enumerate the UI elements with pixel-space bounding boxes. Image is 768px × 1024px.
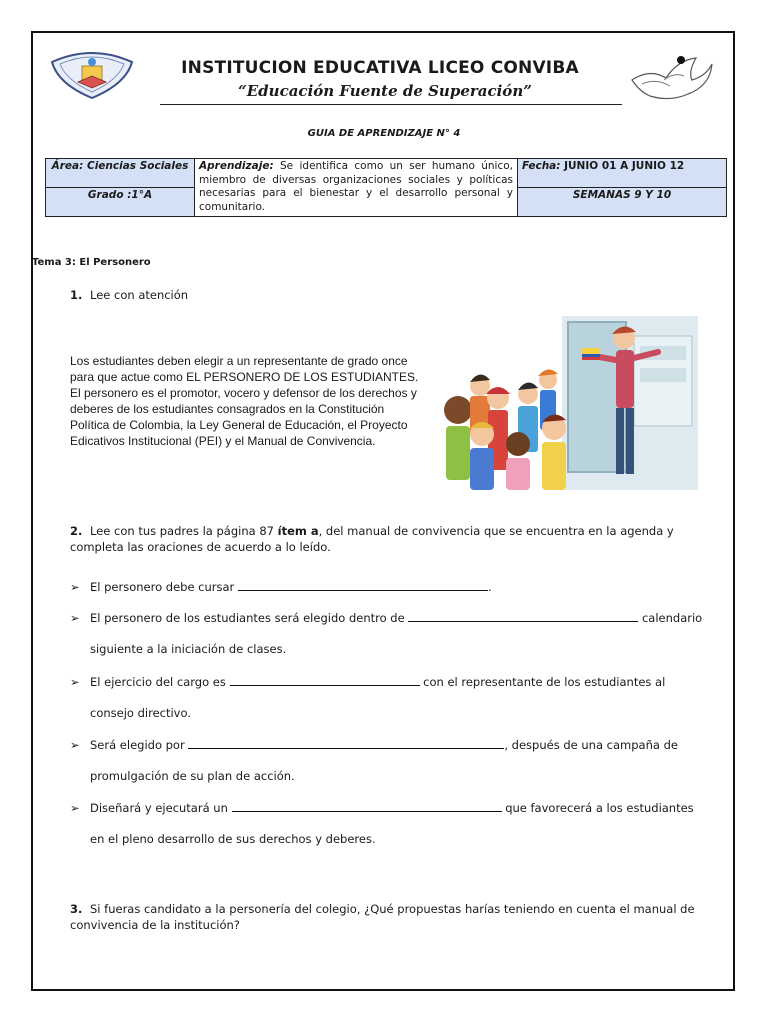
fecha-label: Fecha: xyxy=(522,160,561,172)
bullet-2 xyxy=(70,610,702,625)
aprendizaje-label: Aprendizaje: xyxy=(199,160,274,172)
bullet-3 xyxy=(70,674,665,689)
question-2 xyxy=(70,523,726,555)
answer-blank-2[interactable] xyxy=(408,610,638,622)
bullet-4-end: , después de una campaña de xyxy=(504,738,678,752)
arrow-bullet-icon: ➢ xyxy=(70,675,80,689)
classroom-illustration xyxy=(436,316,698,490)
bullet-5-continuation: en el pleno desarrollo de sus derechos y deberes. xyxy=(90,832,376,846)
bullet-2-text: El personero de los estudiantes será elegido dentro de xyxy=(90,611,405,625)
bullet-2-end: calendario xyxy=(641,611,703,625)
question-2-number: 2. xyxy=(70,524,83,538)
bullet-3-end: con el representante de los estudiantes al xyxy=(423,675,666,689)
bullet-5 xyxy=(70,800,694,815)
bullet-1-end: . xyxy=(487,580,492,594)
semanas-cell: SEMANAS 9 Y 10 xyxy=(518,187,727,216)
question-2-text-c: , del manual de convivencia que se encuentra en la agenda y completa las oraciones de acuerdo a lo leído. xyxy=(70,524,674,555)
aprendizaje-cell xyxy=(195,159,518,217)
bullet-4 xyxy=(70,737,678,752)
answer-blank-5[interactable] xyxy=(232,800,502,812)
question-2-item: ítem a xyxy=(277,524,319,538)
arrow-bullet-icon: ➢ xyxy=(70,611,80,625)
bullet-4-text: Será elegido por xyxy=(90,738,185,752)
fecha-cell xyxy=(518,159,727,188)
reading-paragraph-2: El personero es el promotor, vocero y defensor de los derechos y deberes de los estudiantes consagrados en la Constitución Política de Colombia, la Ley General de Educación, el Proyecto Edicativos Institucional (PEI) y el Manual de Convivencia. xyxy=(70,385,417,448)
answer-blank-4[interactable] xyxy=(188,737,504,749)
arrow-bullet-icon: ➢ xyxy=(70,580,80,594)
bullet-3-text: El ejercicio del cargo es xyxy=(90,675,226,689)
institution-name: INSTITUCION EDUCATIVA LICEO CONVIBA xyxy=(181,58,579,78)
area-cell: Área: Ciencias Sociales xyxy=(46,159,195,188)
question-3 xyxy=(70,901,726,933)
reading-paragraph-1: Los estudiantes deben elegir a un representante de grado once para que actue como EL PERSONERO DE LOS ESTUDIANTES. xyxy=(70,354,419,384)
question-3-text: Si fueras candidato a la personería del colegio, ¿Qué propuestas harías teniendo en cuenta el manual de convivencia de la institución? xyxy=(70,902,695,933)
bullet-1 xyxy=(70,579,492,594)
institution-motto: “Educación Fuente de Superación” xyxy=(238,82,532,100)
bullet-1-text: El personero debe cursar xyxy=(90,580,235,594)
answer-blank-1[interactable] xyxy=(238,579,488,591)
question-2-text-a: Lee con tus padres la página 87 xyxy=(90,524,274,538)
arrow-bullet-icon: ➢ xyxy=(70,738,80,752)
school-crest-icon xyxy=(48,42,136,102)
question-1-number: 1. xyxy=(70,288,83,302)
reading-passage xyxy=(70,354,422,450)
header-rule xyxy=(160,104,622,105)
guide-title: GUIA DE APRENDIZAJE N° 4 xyxy=(307,128,461,139)
fecha-value: JUNIO 01 A JUNIO 12 xyxy=(564,160,685,172)
grado-cell: Grado :1°A xyxy=(46,187,195,216)
bullet-5-end: que favorecerá a los estudiantes xyxy=(505,801,694,815)
bullet-5-text: Diseñará y ejecutará un xyxy=(90,801,228,815)
info-table xyxy=(45,158,727,217)
bullet-4-continuation: promulgación de su plan de acción. xyxy=(90,769,295,783)
dove-icon xyxy=(626,50,716,108)
tema-heading: Tema 3: El Personero xyxy=(32,257,151,268)
bullet-3-continuation: consejo directivo. xyxy=(90,706,191,720)
question-1 xyxy=(70,287,188,303)
aprendizaje-text: Se identifica como un ser humano único, miembro de diversas organizaciones sociales y políticas necesarias para el bienestar y el desarrollo personal y comunitario. xyxy=(199,160,514,213)
arrow-bullet-icon: ➢ xyxy=(70,801,80,815)
question-3-number: 3. xyxy=(70,902,83,916)
question-1-text: Lee con atención xyxy=(90,288,189,302)
bullet-2-continuation: siguiente a la iniciación de clases. xyxy=(90,642,287,656)
answer-blank-3[interactable] xyxy=(230,674,420,686)
